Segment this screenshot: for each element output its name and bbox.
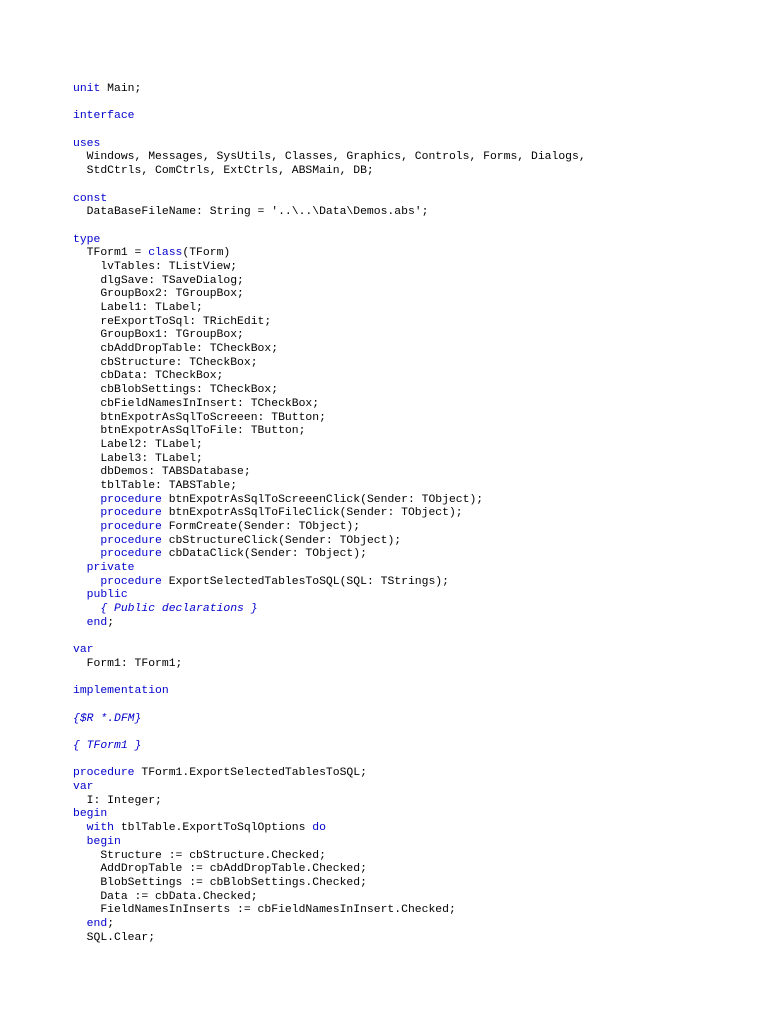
code-line [73,521,763,535]
code-text: ; [107,616,115,629]
code-line [73,124,763,138]
code-line [73,795,763,809]
code-line [73,370,763,384]
code-keyword: var [73,644,94,657]
code-text: cbData: TCheckBox; [73,370,224,383]
code-keyword: procedure [100,575,162,588]
code-line [73,589,763,603]
code-line [73,97,763,111]
code-text: dbDemos: TABSDatabase; [73,466,251,479]
code-line [73,877,763,891]
code-text: btnExpotrAsSqlToFile: TButton; [73,425,306,438]
code-line [73,644,763,658]
code-text [73,822,87,834]
code-line [73,206,763,220]
code-keyword: unit [73,83,101,95]
code-line [73,767,763,781]
code-line [73,863,763,877]
code-keyword: var [73,781,94,794]
code-line [73,713,763,727]
code-line [73,740,763,754]
code-line [73,603,763,617]
code-line [73,781,763,795]
code-line [73,699,763,713]
code-line [73,425,763,439]
code-line [73,453,763,467]
code-line [73,480,763,494]
code-line [73,261,763,275]
code-line [73,672,763,686]
code-text: btnExpotrAsSqlToFileClick(Sender: TObject); [161,507,463,520]
code-line [73,193,763,207]
code-line [73,507,763,521]
code-line [73,275,763,289]
code-text: cbDataClick(Sender: TObject); [161,548,367,561]
code-line [73,562,763,576]
code-line [73,836,763,850]
code-keyword: private [86,562,135,575]
code-line [73,918,763,932]
code-text: GroupBox1: TGroupBox; [73,329,244,342]
code-text [73,562,87,574]
code-keyword: implementation [73,685,169,698]
code-text: TForm1.ExportSelectedTablesToSQL; [134,767,367,780]
code-text: dlgSave: TSaveDialog; [73,274,244,287]
code-comment: { Public declarations } [100,603,258,616]
code-line [73,891,763,905]
code-text: StdCtrls, ComCtrls, ExtCtrls, ABSMain, DB; [73,165,374,178]
code-line [73,617,763,631]
code-line [73,726,763,740]
code-line [73,247,763,261]
code-line [73,83,763,97]
code-text [73,494,100,506]
code-text: I: Integer; [73,794,162,807]
code-keyword: with [86,822,115,835]
code-line [73,754,763,768]
code-line [73,343,763,357]
code-text [73,603,100,615]
code-line [73,932,763,946]
code-line [73,535,763,549]
code-line [73,850,763,864]
code-line [73,138,763,152]
code-text: Main; [100,83,142,95]
code-line [73,548,763,562]
code-text: reExportToSql: TRichEdit; [73,315,272,328]
code-text: Windows, Messages, SysUtils, Classes, Graphics, Controls, Forms, Dialogs, [73,151,586,164]
code-keyword: uses [73,137,101,150]
code-line [73,808,763,822]
code-line [73,110,763,124]
code-line [73,631,763,645]
code-keyword: procedure [100,493,162,506]
code-keyword: procedure [100,548,162,561]
code-keyword: begin [73,808,108,821]
code-keyword: end [86,917,108,930]
code-text [73,535,100,547]
code-keyword: const [73,192,108,205]
code-text: FieldNamesInInserts := cbFieldNamesInInsert.Checked; [73,904,456,917]
code-line [73,302,763,316]
code-line [73,179,763,193]
code-keyword: begin [86,835,121,848]
code-text: FormCreate(Sender: TObject); [161,521,361,533]
code-text: Data := cbData.Checked; [73,890,258,903]
code-text: GroupBox2: TGroupBox; [73,288,244,301]
code-text [73,507,100,519]
code-text: (TForm) [182,247,231,260]
code-text: AddDropTable := cbAddDropTable.Checked; [73,863,367,876]
code-comment: {$R *.DFM} [73,712,142,725]
code-keyword: interface [73,110,135,123]
code-line [73,439,763,453]
code-line [73,412,763,426]
code-line [73,466,763,480]
code-keyword: type [73,233,101,246]
code-text: Label2: TLabel; [73,438,203,451]
code-text: ; [107,917,115,930]
code-line [73,165,763,179]
code-line [73,685,763,699]
code-keyword: end [86,616,108,629]
code-line [73,576,763,590]
code-text [73,617,87,629]
code-text: BlobSettings := cbBlobSettings.Checked; [73,876,367,889]
code-keyword: do [312,822,326,835]
code-text: Label1: TLabel; [73,302,203,314]
code-text [73,836,87,848]
code-text: TForm1 = [73,247,149,260]
code-text: btnExpotrAsSqlToScreeen: TButton; [73,411,326,424]
code-line [73,234,763,248]
code-text [73,548,100,560]
code-keyword: class [148,247,183,260]
code-line [73,398,763,412]
code-text: btnExpotrAsSqlToScreeenClick(Sender: TObject); [161,493,484,506]
code-text: lvTables: TListView; [73,260,238,273]
code-text: Structure := cbStructure.Checked; [73,849,326,862]
code-line [73,151,763,165]
code-keyword: procedure [100,534,162,547]
code-text: cbStructure: TCheckBox; [73,356,258,369]
code-text [73,589,87,601]
code-keyword: procedure [100,507,162,520]
code-line [73,822,763,836]
code-text: tblTable: TABSTable; [73,479,238,492]
code-line [73,316,763,330]
code-line [73,329,763,343]
code-line [73,904,763,918]
code-text: cbStructureClick(Sender: TObject); [161,534,402,547]
code-keyword: procedure [100,521,162,533]
code-text: DataBaseFileName: String = '..\..\Data\Demos.abs'; [73,206,429,219]
code-text: tblTable.ExportToSqlOptions [114,822,313,835]
code-text [73,521,100,533]
code-text [73,576,100,588]
code-text: Form1: TForm1; [73,657,183,670]
code-line [73,288,763,302]
code-line [73,658,763,672]
code-comment: { TForm1 } [73,740,142,752]
code-line [73,494,763,508]
code-text: Label3: TLabel; [73,452,203,465]
source-code-listing [73,83,763,945]
code-text [73,918,87,930]
code-text: ExportSelectedTablesToSQL(SQL: TStrings); [161,575,449,588]
code-keyword: procedure [73,767,135,780]
code-text: cbFieldNamesInInsert: TCheckBox; [73,397,320,410]
code-line [73,357,763,371]
code-keyword: public [86,589,128,602]
code-line [73,384,763,398]
code-text: cbAddDropTable: TCheckBox; [73,343,279,356]
code-line [73,220,763,234]
code-text: cbBlobSettings: TCheckBox; [73,384,279,397]
code-text: SQL.Clear; [73,931,156,944]
